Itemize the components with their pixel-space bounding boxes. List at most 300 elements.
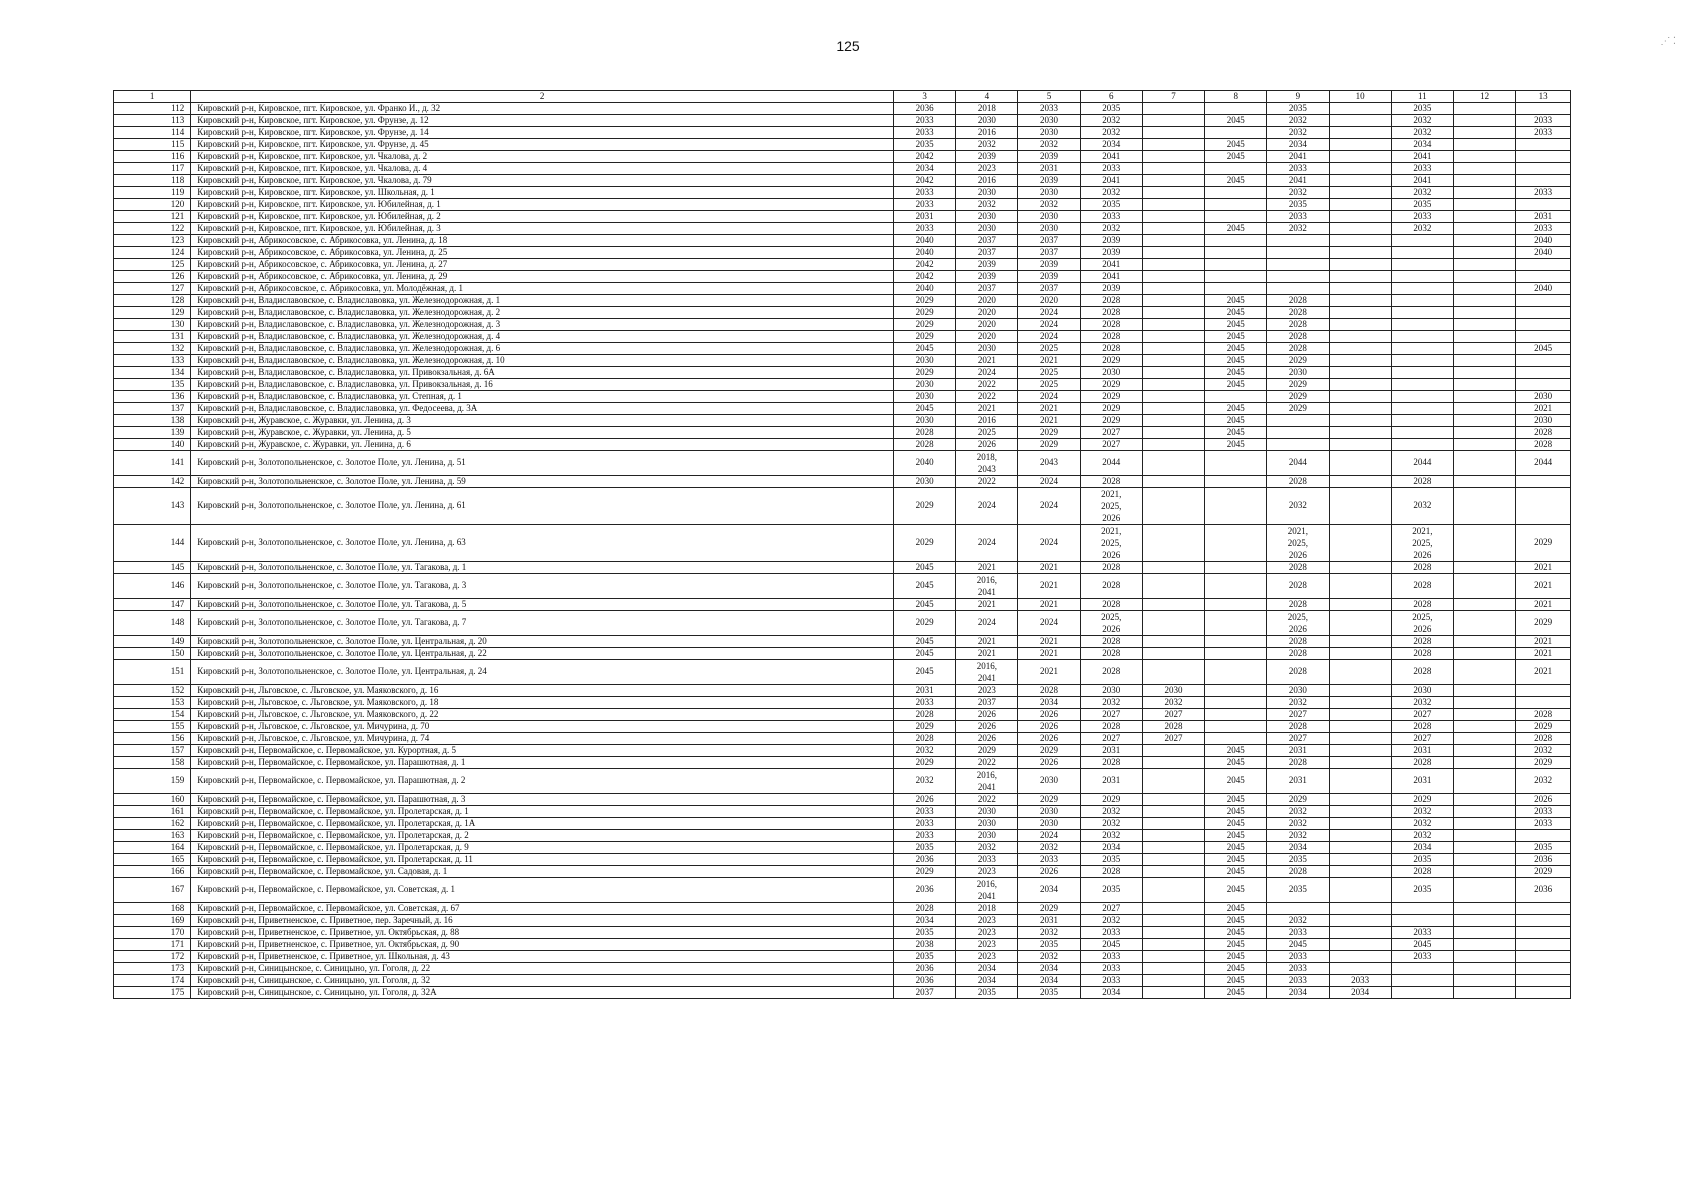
- row-number-cell: 152: [114, 685, 191, 697]
- address-cell: Кировский р-н, Журавское, с. Журавки, ул. Ленина, д. 6: [191, 439, 894, 451]
- year-cell: 2024: [1018, 525, 1080, 562]
- year-cell: 2032: [1516, 745, 1571, 757]
- address-cell: Кировский р-н, Кировское, пгт. Кировское, ул. Чкалова, д. 79: [191, 175, 894, 187]
- year-cell: 2032: [1267, 806, 1329, 818]
- year-cell: 2021: [1018, 574, 1080, 599]
- table-row: [114, 379, 1571, 391]
- table-row: [114, 331, 1571, 343]
- year-cell: 2030: [1391, 685, 1453, 697]
- year-cell: [1142, 439, 1204, 451]
- year-cell: [1453, 271, 1515, 283]
- year-cell: 2030: [1142, 685, 1204, 697]
- year-cell: [1329, 574, 1391, 599]
- year-cell: 2021: [1018, 562, 1080, 574]
- year-cell: [1142, 103, 1204, 115]
- year-cell: 2041: [1080, 151, 1142, 163]
- year-cell: 2023: [956, 927, 1018, 939]
- year-cell: 2035: [1267, 854, 1329, 866]
- table-row: [114, 127, 1571, 139]
- year-cell: [1516, 830, 1571, 842]
- year-cell: [1205, 235, 1267, 247]
- year-cell: 2036: [893, 975, 955, 987]
- year-cell: 2029: [1267, 403, 1329, 415]
- year-cell: 2027: [1391, 709, 1453, 721]
- year-cell: 2033: [1391, 951, 1453, 963]
- year-cell: 2030: [893, 379, 955, 391]
- address-cell: Кировский р-н, Владиславовское, с. Владиславовка, ул. Железнодорожная, д. 10: [191, 355, 894, 367]
- year-cell: 2028: [1267, 660, 1329, 685]
- year-cell: 2032: [1391, 187, 1453, 199]
- year-cell: 2029: [1080, 355, 1142, 367]
- table-row: [114, 307, 1571, 319]
- year-cell: [1329, 235, 1391, 247]
- table-row: [114, 259, 1571, 271]
- year-cell: [1453, 878, 1515, 903]
- year-cell: 2031: [1391, 769, 1453, 794]
- year-cell: 2045: [1267, 939, 1329, 951]
- address-cell: Кировский р-н, Золотопольненское, с. Золотое Поле, ул. Ленина, д. 63: [191, 525, 894, 562]
- table-row: [114, 562, 1571, 574]
- year-cell: 2030: [956, 223, 1018, 235]
- year-cell: 2020: [1018, 295, 1080, 307]
- year-cell: 2030: [1018, 818, 1080, 830]
- year-cell: 2016: [956, 175, 1018, 187]
- year-cell: [1205, 660, 1267, 685]
- year-cell: 2028: [1391, 636, 1453, 648]
- year-cell: [1142, 830, 1204, 842]
- year-cell: 2016: [956, 127, 1018, 139]
- year-cell: 2029: [1018, 427, 1080, 439]
- year-cell: 2045: [1205, 794, 1267, 806]
- year-cell: [1142, 163, 1204, 175]
- row-number-cell: 156: [114, 733, 191, 745]
- year-cell: 2032: [1267, 818, 1329, 830]
- year-cell: 2035: [1080, 103, 1142, 115]
- year-cell: [1516, 259, 1571, 271]
- year-cell: 2027: [1080, 903, 1142, 915]
- year-cell: 2042: [893, 175, 955, 187]
- year-cell: [1267, 271, 1329, 283]
- year-cell: [1205, 127, 1267, 139]
- year-cell: 2029: [893, 319, 955, 331]
- year-cell: 2032: [1080, 830, 1142, 842]
- year-cell: 2045: [1205, 295, 1267, 307]
- year-cell: [1267, 439, 1329, 451]
- year-cell: [1142, 415, 1204, 427]
- year-cell: 2030: [1018, 806, 1080, 818]
- year-cell: [1329, 319, 1391, 331]
- year-cell: 2032: [1391, 697, 1453, 709]
- year-cell: 2032: [956, 139, 1018, 151]
- year-cell: 2033: [1329, 975, 1391, 987]
- year-cell: 2024: [1018, 476, 1080, 488]
- row-number-cell: 120: [114, 199, 191, 211]
- year-cell: [1329, 295, 1391, 307]
- year-cell: 2020: [956, 295, 1018, 307]
- year-cell: [1329, 127, 1391, 139]
- year-cell: [1329, 903, 1391, 915]
- year-cell: 2045: [1205, 115, 1267, 127]
- year-cell: [1142, 247, 1204, 259]
- year-cell: [1142, 927, 1204, 939]
- year-cell: 2030: [956, 211, 1018, 223]
- year-cell: 2021: [956, 648, 1018, 660]
- year-cell: [1516, 685, 1571, 697]
- year-cell: [1142, 271, 1204, 283]
- year-cell: 2033: [1267, 163, 1329, 175]
- address-cell: Кировский р-н, Льговское, с. Льговское, ул. Маяковского, д. 22: [191, 709, 894, 721]
- year-cell: [1142, 391, 1204, 403]
- year-cell: [1329, 709, 1391, 721]
- column-header-13: 13: [1516, 91, 1571, 103]
- year-cell: 2025, 2026: [1080, 611, 1142, 636]
- table-row: [114, 745, 1571, 757]
- year-cell: [1142, 199, 1204, 211]
- year-cell: [1453, 611, 1515, 636]
- year-cell: 2032: [1267, 915, 1329, 927]
- address-cell: Кировский р-н, Кировское, пгт. Кировское, ул. Школьная, д. 1: [191, 187, 894, 199]
- year-cell: 2025: [1018, 343, 1080, 355]
- year-cell: 2027: [1267, 733, 1329, 745]
- row-number-cell: 118: [114, 175, 191, 187]
- year-cell: [1453, 769, 1515, 794]
- year-cell: 2021: [1516, 403, 1571, 415]
- year-cell: 2024: [1018, 331, 1080, 343]
- year-cell: [1329, 721, 1391, 733]
- year-cell: 2021: [1516, 574, 1571, 599]
- address-cell: Кировский р-н, Золотопольненское, с. Золотое Поле, ул. Ленина, д. 59: [191, 476, 894, 488]
- table-row: [114, 355, 1571, 367]
- year-cell: 2028: [1080, 721, 1142, 733]
- year-cell: 2045: [1205, 951, 1267, 963]
- year-cell: [1205, 391, 1267, 403]
- year-cell: 2028: [1267, 721, 1329, 733]
- address-cell: Кировский р-н, Первомайское, с. Первомайское, ул. Курортная, д. 5: [191, 745, 894, 757]
- year-cell: [1142, 451, 1204, 476]
- column-header-3: 3: [893, 91, 955, 103]
- address-cell: Кировский р-н, Кировское, пгт. Кировское, ул. Чкалова, д. 4: [191, 163, 894, 175]
- year-cell: [1329, 307, 1391, 319]
- year-cell: 2027: [1080, 427, 1142, 439]
- year-cell: [1329, 866, 1391, 878]
- table-row: [114, 295, 1571, 307]
- year-cell: [1142, 806, 1204, 818]
- year-cell: [1453, 951, 1515, 963]
- year-cell: [1453, 636, 1515, 648]
- table-row: [114, 757, 1571, 769]
- year-cell: 2022: [956, 476, 1018, 488]
- address-cell: Кировский р-н, Первомайское, с. Первомайское, ул. Парашютная, д. 3: [191, 794, 894, 806]
- year-cell: 2024: [956, 488, 1018, 525]
- row-number-cell: 139: [114, 427, 191, 439]
- year-cell: [1329, 757, 1391, 769]
- year-cell: [1329, 927, 1391, 939]
- address-cell: Кировский р-н, Владиславовское, с. Владиславовка, ул. Железнодорожная, д. 3: [191, 319, 894, 331]
- year-cell: 2028: [1391, 476, 1453, 488]
- year-cell: 2021: [956, 355, 1018, 367]
- year-cell: 2045: [1205, 915, 1267, 927]
- table-row: [114, 854, 1571, 866]
- year-cell: [1516, 975, 1571, 987]
- year-cell: 2027: [1142, 709, 1204, 721]
- year-cell: 2030: [893, 391, 955, 403]
- year-cell: 2026: [956, 709, 1018, 721]
- year-cell: 2039: [1018, 271, 1080, 283]
- table-row: [114, 199, 1571, 211]
- year-cell: 2034: [1391, 842, 1453, 854]
- year-cell: 2024: [1018, 488, 1080, 525]
- row-number-cell: 146: [114, 574, 191, 599]
- page-number: 125: [836, 38, 860, 54]
- year-cell: 2030: [893, 415, 955, 427]
- year-cell: [1453, 415, 1515, 427]
- year-cell: 2031: [1018, 915, 1080, 927]
- year-cell: 2032: [1080, 818, 1142, 830]
- year-cell: 2037: [956, 247, 1018, 259]
- row-number-cell: 172: [114, 951, 191, 963]
- year-cell: [1267, 903, 1329, 915]
- row-number-cell: 168: [114, 903, 191, 915]
- year-cell: 2016, 2041: [956, 769, 1018, 794]
- year-cell: 2029: [1516, 611, 1571, 636]
- year-cell: 2033: [1516, 818, 1571, 830]
- row-number-cell: 151: [114, 660, 191, 685]
- row-number-cell: 131: [114, 331, 191, 343]
- address-cell: Кировский р-н, Первомайское, с. Первомайское, ул. Садовая, д. 1: [191, 866, 894, 878]
- year-cell: 2030: [1267, 367, 1329, 379]
- year-cell: [1329, 878, 1391, 903]
- year-cell: [1205, 709, 1267, 721]
- year-cell: 2045: [893, 403, 955, 415]
- year-cell: 2026: [1516, 794, 1571, 806]
- address-cell: Кировский р-н, Приветненское, с. Приветное, пер. Заречный, д. 16: [191, 915, 894, 927]
- year-cell: [1516, 379, 1571, 391]
- year-cell: 2034: [1080, 139, 1142, 151]
- table-row: [114, 367, 1571, 379]
- year-cell: [1329, 199, 1391, 211]
- year-cell: 2028: [1267, 648, 1329, 660]
- year-cell: 2025: [956, 427, 1018, 439]
- year-cell: 2028: [1080, 331, 1142, 343]
- year-cell: [1142, 915, 1204, 927]
- year-cell: [1205, 199, 1267, 211]
- year-cell: 2031: [1018, 163, 1080, 175]
- year-cell: [1391, 415, 1453, 427]
- address-cell: Кировский р-н, Владиславовское, с. Владиславовка, ул. Железнодорожная, д. 4: [191, 331, 894, 343]
- address-cell: Кировский р-н, Золотопольненское, с. Золотое Поле, ул. Ленина, д. 61: [191, 488, 894, 525]
- year-cell: [1329, 379, 1391, 391]
- address-cell: Кировский р-н, Владиславовское, с. Владиславовка, ул. Степная, д. 1: [191, 391, 894, 403]
- year-cell: [1391, 331, 1453, 343]
- year-cell: 2034: [1391, 139, 1453, 151]
- year-cell: 2029: [1080, 794, 1142, 806]
- table-row: [114, 806, 1571, 818]
- year-cell: 2035: [893, 951, 955, 963]
- year-cell: 2016, 2041: [956, 574, 1018, 599]
- year-cell: 2034: [1018, 975, 1080, 987]
- year-cell: [1391, 283, 1453, 295]
- scan-artifact-icon: ⋰ ⁚: [1660, 36, 1676, 47]
- year-cell: [1205, 476, 1267, 488]
- year-cell: [1329, 488, 1391, 525]
- table-row: [114, 599, 1571, 611]
- year-cell: 2021: [956, 636, 1018, 648]
- year-cell: 2025: [1018, 379, 1080, 391]
- table-row: [114, 415, 1571, 427]
- year-cell: 2035: [893, 927, 955, 939]
- year-cell: 2028: [1516, 439, 1571, 451]
- row-number-cell: 161: [114, 806, 191, 818]
- year-cell: 2034: [956, 963, 1018, 975]
- address-cell: Кировский р-н, Приветненское, с. Приветное, ул. Октябрьская, д. 88: [191, 927, 894, 939]
- table-row: [114, 636, 1571, 648]
- year-cell: 2029: [1267, 379, 1329, 391]
- year-cell: [1142, 525, 1204, 562]
- year-cell: 2040: [893, 235, 955, 247]
- year-cell: 2021, 2025, 2026: [1080, 525, 1142, 562]
- address-cell: Кировский р-н, Кировское, пгт. Кировское, ул. Фрунзе, д. 12: [191, 115, 894, 127]
- year-cell: 2034: [1080, 842, 1142, 854]
- year-cell: 2037: [956, 235, 1018, 247]
- year-cell: 2029: [1080, 379, 1142, 391]
- year-cell: [1453, 721, 1515, 733]
- year-cell: [1205, 271, 1267, 283]
- year-cell: 2016, 2041: [956, 660, 1018, 685]
- year-cell: 2028: [1080, 599, 1142, 611]
- row-number-cell: 140: [114, 439, 191, 451]
- year-cell: 2032: [1080, 915, 1142, 927]
- year-cell: 2024: [956, 367, 1018, 379]
- year-cell: 2032: [1142, 697, 1204, 709]
- table-row: [114, 721, 1571, 733]
- year-cell: 2032: [1267, 187, 1329, 199]
- row-number-cell: 167: [114, 878, 191, 903]
- year-cell: 2026: [956, 721, 1018, 733]
- year-cell: [1267, 427, 1329, 439]
- year-cell: 2031: [1516, 211, 1571, 223]
- year-cell: 2029: [1018, 794, 1080, 806]
- row-number-cell: 143: [114, 488, 191, 525]
- year-cell: [1453, 163, 1515, 175]
- year-cell: [1267, 259, 1329, 271]
- year-cell: [1453, 151, 1515, 163]
- year-cell: 2028: [1267, 343, 1329, 355]
- table-row: [114, 733, 1571, 745]
- year-cell: [1453, 319, 1515, 331]
- row-number-cell: 129: [114, 307, 191, 319]
- row-number-cell: 132: [114, 343, 191, 355]
- year-cell: 2045: [1205, 842, 1267, 854]
- year-cell: 2044: [1080, 451, 1142, 476]
- year-cell: [1516, 199, 1571, 211]
- address-cell: Кировский р-н, Первомайское, с. Первомайское, ул. Пролетарская, д. 1: [191, 806, 894, 818]
- year-cell: 2028: [1267, 757, 1329, 769]
- address-cell: Кировский р-н, Золотопольненское, с. Золотое Поле, ул. Ленина, д. 51: [191, 451, 894, 476]
- year-cell: [1142, 903, 1204, 915]
- year-cell: 2032: [1080, 806, 1142, 818]
- table-row: [114, 611, 1571, 636]
- year-cell: [1391, 439, 1453, 451]
- year-cell: [1453, 963, 1515, 975]
- year-cell: 2029: [1267, 355, 1329, 367]
- year-cell: [1329, 854, 1391, 866]
- year-cell: [1142, 757, 1204, 769]
- year-cell: [1329, 283, 1391, 295]
- year-cell: [1142, 745, 1204, 757]
- year-cell: 2035: [1267, 199, 1329, 211]
- year-cell: 2032: [1391, 488, 1453, 525]
- row-number-cell: 170: [114, 927, 191, 939]
- year-cell: 2036: [893, 854, 955, 866]
- year-cell: [1329, 476, 1391, 488]
- year-cell: 2038: [893, 939, 955, 951]
- year-cell: 2031: [1080, 745, 1142, 757]
- year-cell: [1205, 211, 1267, 223]
- row-number-cell: 165: [114, 854, 191, 866]
- year-cell: [1142, 259, 1204, 271]
- year-cell: 2030: [956, 818, 1018, 830]
- year-cell: [1329, 331, 1391, 343]
- year-cell: 2045: [893, 343, 955, 355]
- year-cell: [1453, 476, 1515, 488]
- row-number-cell: 149: [114, 636, 191, 648]
- year-cell: [1391, 319, 1453, 331]
- year-cell: 2029: [956, 745, 1018, 757]
- row-number-cell: 113: [114, 115, 191, 127]
- year-cell: 2039: [956, 259, 1018, 271]
- year-cell: 2026: [1018, 721, 1080, 733]
- year-cell: [1453, 709, 1515, 721]
- year-cell: 2027: [1080, 709, 1142, 721]
- year-cell: [1142, 295, 1204, 307]
- year-cell: 2023: [956, 939, 1018, 951]
- table-row: [114, 319, 1571, 331]
- year-cell: [1329, 451, 1391, 476]
- row-number-cell: 160: [114, 794, 191, 806]
- year-cell: [1329, 562, 1391, 574]
- year-cell: [1391, 355, 1453, 367]
- year-cell: [1142, 599, 1204, 611]
- year-cell: 2033: [1267, 975, 1329, 987]
- year-cell: [1329, 415, 1391, 427]
- year-cell: 2021: [956, 403, 1018, 415]
- year-cell: [1205, 721, 1267, 733]
- table-row: [114, 235, 1571, 247]
- year-cell: [1205, 685, 1267, 697]
- year-cell: 2045: [1205, 757, 1267, 769]
- year-cell: 2036: [893, 963, 955, 975]
- year-cell: 2031: [1267, 745, 1329, 757]
- table-row: [114, 842, 1571, 854]
- year-cell: [1453, 818, 1515, 830]
- year-cell: 2034: [1018, 878, 1080, 903]
- year-cell: 2028: [1516, 427, 1571, 439]
- year-cell: 2035: [1516, 842, 1571, 854]
- address-cell: Кировский р-н, Первомайское, с. Первомайское, ул. Пролетарская, д. 11: [191, 854, 894, 866]
- year-cell: [1453, 295, 1515, 307]
- address-cell: Кировский р-н, Абрикосовское, с. Абрикосовка, ул. Ленина, д. 27: [191, 259, 894, 271]
- row-number-cell: 153: [114, 697, 191, 709]
- year-cell: 2021, 2025, 2026: [1267, 525, 1329, 562]
- year-cell: 2028: [1391, 757, 1453, 769]
- year-cell: [1516, 987, 1571, 999]
- year-cell: [1516, 476, 1571, 488]
- year-cell: [1329, 697, 1391, 709]
- table-row: [114, 866, 1571, 878]
- year-cell: 2024: [1018, 830, 1080, 842]
- year-cell: 2030: [956, 343, 1018, 355]
- year-cell: [1142, 818, 1204, 830]
